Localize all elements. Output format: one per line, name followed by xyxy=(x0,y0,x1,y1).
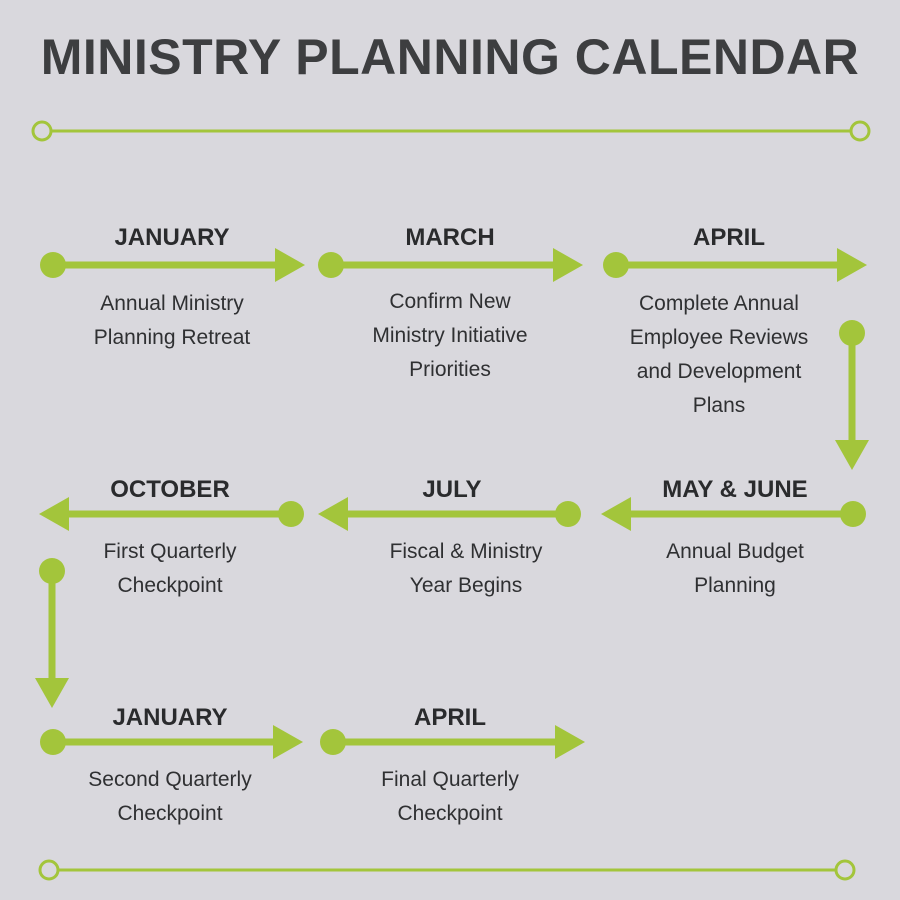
arrow-down-1 xyxy=(835,320,869,470)
step-7-month: JANUARY xyxy=(112,704,228,731)
step-3-month: APRIL xyxy=(693,224,765,251)
step-4-description: Annual Budget Planning xyxy=(666,540,804,597)
step-5-description: Fiscal & Ministry Year Begins xyxy=(389,540,543,597)
top-divider xyxy=(33,122,869,140)
arrow-step-1 xyxy=(40,248,305,282)
step-6-month: OCTOBER xyxy=(110,476,230,503)
step-8-description: Final Quarterly Checkpoint xyxy=(381,768,519,825)
step-7-description: Second Quarterly Checkpoint xyxy=(88,768,252,825)
step-3-description: Complete Annual Employee Reviews and Development Plans xyxy=(629,292,809,417)
step-4-month: MAY & JUNE xyxy=(662,476,808,503)
step-8-month: APRIL xyxy=(414,704,486,731)
page-title: MINISTRY PLANNING CALENDAR xyxy=(40,29,860,85)
step-2-description: Confirm New Ministry Initiative Priorities xyxy=(372,290,528,381)
step-1-description: Annual Ministry Planning Retreat xyxy=(93,292,251,349)
step-2-month: MARCH xyxy=(405,224,495,251)
step-5-month: JULY xyxy=(422,476,482,503)
step-1-month: JANUARY xyxy=(114,224,230,251)
arrow-step-3 xyxy=(603,248,867,282)
step-6-description: First Quarterly Checkpoint xyxy=(103,540,237,597)
bottom-divider xyxy=(40,861,854,879)
arrow-step-2 xyxy=(318,248,583,282)
